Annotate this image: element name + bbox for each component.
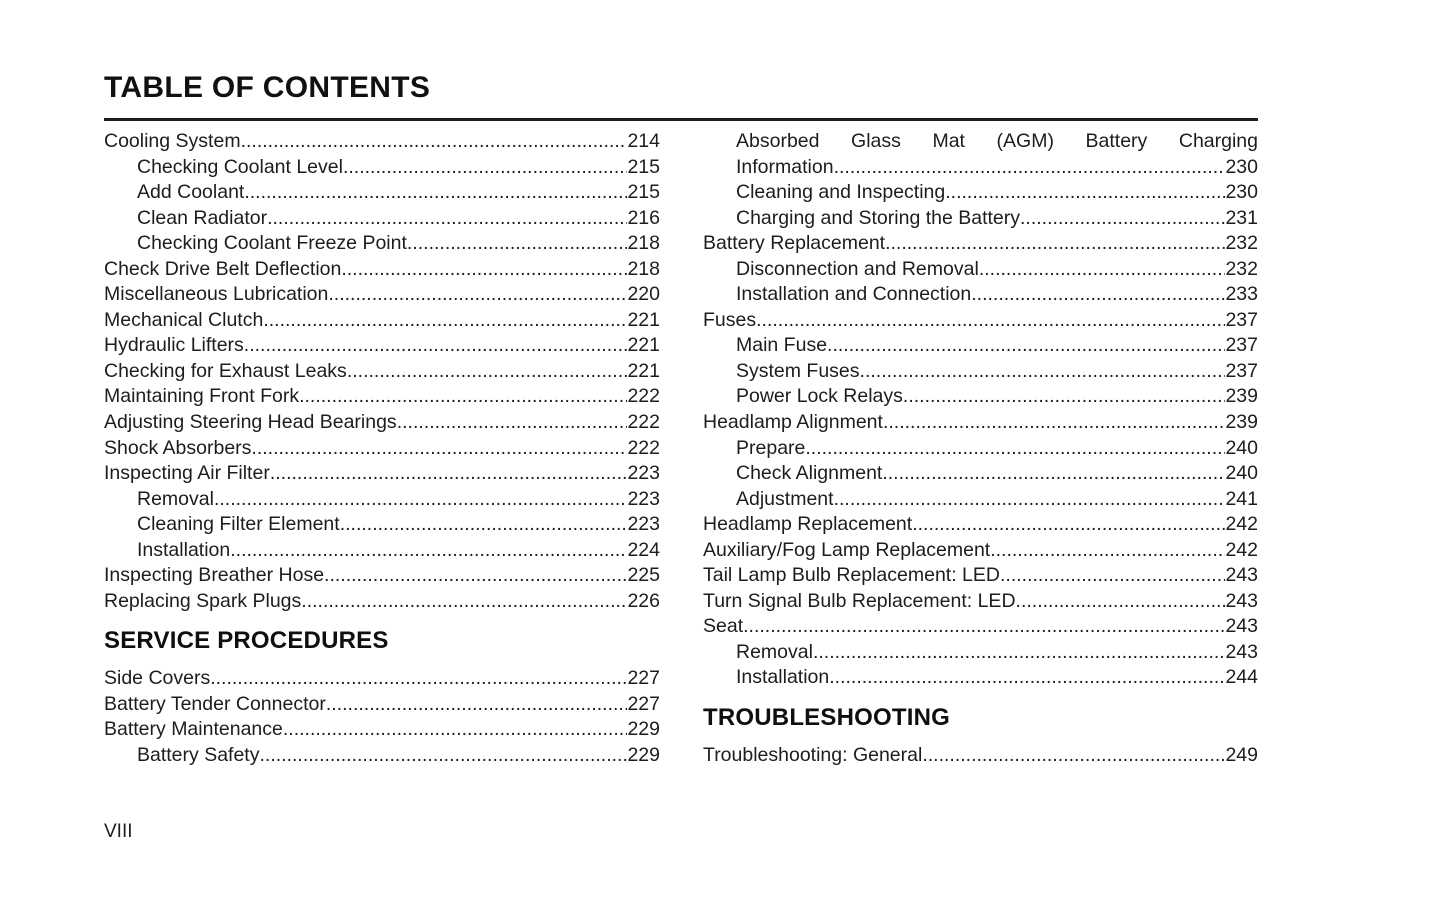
toc-entry-page: 229 [627,744,660,767]
toc-entry [104,666,660,692]
toc-entry-word: Mat [932,130,965,152]
toc-entry-page: 249 [1225,744,1258,767]
toc-entry [104,257,660,283]
toc-entry-label: Battery Safety [137,744,260,767]
toc-entry-label: Installation [137,538,231,561]
toc-entry [703,665,1258,691]
toc-entry [104,129,660,155]
toc-entry-label: Add Coolant [137,181,245,204]
toc-entry-page: 232 [1225,257,1258,280]
dot-leader [805,436,1225,462]
toc-entry-page: 237 [1225,308,1258,331]
toc-entry [703,257,1258,283]
dot-leader [241,129,628,155]
dot-leader [882,461,1225,487]
title-divider-rule [104,118,1258,121]
dot-leader [885,231,1225,257]
dot-leader [407,231,628,257]
toc-entry-page: 221 [627,334,660,357]
toc-entry-label: Maintaining Front Fork [104,385,300,408]
toc-entry [703,384,1258,410]
toc-entry [703,487,1258,513]
dot-leader [270,461,628,487]
toc-entry-label: Checking Coolant Level [137,155,343,178]
toc-entry-label: Checking Coolant Freeze Point [137,232,407,255]
toc-entry-label: Inspecting Air Filter [104,462,270,485]
toc-entry [104,155,660,181]
toc-entry-wrapped-first-line [703,129,1258,155]
toc-entry-page: 224 [627,538,660,561]
toc-entry-label: Miscellaneous Lubrication [104,283,329,306]
toc-entry-label: Headlamp Alignment [703,411,883,434]
toc-entry-label: Adjustment [736,487,834,510]
toc-entry-label: Prepare [736,436,806,459]
toc-entry [703,614,1258,640]
toc-entry [703,282,1258,308]
dot-leader [860,359,1226,385]
toc-entry-page: 244 [1225,666,1258,689]
toc-entry-word: Charging [1178,130,1258,152]
toc-columns [104,129,1258,769]
toc-entry-label: Shock Absorbers [104,436,252,459]
toc-entry-label: Check Drive Belt Deflection [104,257,342,280]
toc-entry-label: Replacing Spark Plugs [104,589,302,612]
toc-entry-page: 243 [1225,564,1258,587]
dot-leader [244,180,627,206]
dot-leader [813,640,1226,666]
toc-entry-page: 221 [627,359,660,382]
toc-entry [703,410,1258,436]
toc-entry-page: 215 [627,155,660,178]
toc-entry-page: 230 [1225,155,1258,178]
toc-entry-label: Tail Lamp Bulb Replacement: LED [703,564,1000,587]
toc-entry [104,231,660,257]
toc-entry-label: Checking for Exhaust Leaks [104,359,347,382]
toc-entry [104,436,660,462]
dot-leader [343,155,627,181]
toc-entry-page: 220 [627,283,660,306]
toc-entry-page: 223 [627,487,660,510]
dot-leader [259,743,627,769]
toc-entry [104,717,660,743]
toc-entry [703,333,1258,359]
dot-leader [945,180,1225,206]
dot-leader [912,512,1225,538]
dot-leader [328,282,627,308]
dot-leader [903,384,1226,410]
toc-entry [104,589,660,615]
toc-entry-page: 232 [1225,232,1258,255]
toc-entry-label: Headlamp Replacement [703,513,913,536]
toc-entry-page: 216 [627,206,660,229]
toc-entry-page: 229 [627,718,660,741]
toc-entry [703,180,1258,206]
dot-leader [834,155,1226,181]
dot-leader [883,410,1226,436]
toc-entry-label: Adjusting Steering Head Bearings [104,411,397,434]
toc-column-left [104,129,660,769]
toc-entry-label: Information [736,155,834,178]
toc-entry [703,589,1258,615]
toc-entry-label: Cooling System [104,130,241,152]
toc-entry-label: Main Fuse [736,334,828,357]
toc-entry [104,359,660,385]
toc-entry-label: Cleaning and Inspecting [736,181,946,204]
toc-entry [703,512,1258,538]
dot-leader [210,666,627,692]
toc-entry [104,743,660,769]
dot-leader [1016,589,1226,615]
dot-leader [267,206,627,232]
toc-entry-page: 218 [627,232,660,255]
dot-leader [827,333,1225,359]
dot-leader [251,436,627,462]
toc-entry-page: 243 [1225,615,1258,638]
toc-entry-page: 223 [627,462,660,485]
toc-entry-label: Installation [736,666,830,689]
dot-leader [971,282,1225,308]
toc-entry-page: 231 [1225,206,1258,229]
toc-entry-label: Installation and Connection [736,283,972,306]
dot-leader [756,308,1225,334]
toc-entry [104,692,660,718]
toc-entry-page: 223 [627,513,660,536]
toc-entry-label: Removal [137,487,214,510]
toc-entry-label: Troubleshooting: General [703,744,923,767]
toc-entry-label: Disconnection and Removal [736,257,979,280]
toc-entry-label: Removal [736,640,813,663]
toc-entry-label: Fuses [703,308,757,331]
dot-leader [326,692,628,718]
toc-entry-page: 227 [627,692,660,715]
toc-entry [703,359,1258,385]
toc-entry [703,206,1258,232]
toc-entry [703,461,1258,487]
dot-leader [244,333,628,359]
dot-leader [340,512,628,538]
dot-leader [922,743,1225,769]
toc-entry-page: 222 [627,411,660,434]
toc-entry-page: 243 [1225,589,1258,612]
toc-column-right [703,129,1258,769]
toc-entry-label: System Fuses [736,359,860,382]
toc-entry-page: 240 [1225,436,1258,459]
toc-entry-page: 233 [1225,283,1258,306]
dot-leader [397,410,628,436]
toc-entry-label: Hydraulic Lifters [104,334,244,357]
toc-entry [104,308,660,334]
dot-leader [230,538,627,564]
section-heading: SERVICE PROCEDURES [104,627,389,655]
toc-entry-word: (AGM) [996,130,1054,152]
dot-leader [214,487,628,513]
page-title: TABLE OF CONTENTS [104,71,431,104]
toc-entry [104,206,660,232]
dot-leader [263,308,627,334]
toc-entry-label: Side Covers [104,667,211,690]
toc-entry-label: Clean Radiator [137,206,268,229]
toc-entry-label: Mechanical Clutch [104,308,264,331]
dot-leader [299,384,627,410]
toc-entry-label: Seat [703,615,744,638]
dot-leader [1000,563,1225,589]
toc-entry-page: 237 [1225,334,1258,357]
toc-entry [104,461,660,487]
page-number-footer: VIII [104,821,133,842]
toc-entry-label: Auxiliary/Fog Lamp Replacement [703,538,991,561]
toc-entry-label: Cleaning Filter Element [137,513,340,536]
toc-entry-page: 218 [627,257,660,280]
toc-entry-word: Battery [1085,130,1148,152]
toc-entry [703,155,1258,181]
toc-entry-page: 215 [627,181,660,204]
toc-entry-page: 230 [1225,181,1258,204]
toc-entry-label: Inspecting Breather Hose [104,564,325,587]
toc-entry-label: Battery Tender Connector [104,692,326,715]
toc-entry-page: 214 [627,130,660,152]
dot-leader [341,257,627,283]
toc-entry-page: 221 [627,308,660,331]
toc-entry [703,640,1258,666]
toc-entry-page: 225 [627,564,660,587]
toc-entry [703,436,1258,462]
toc-entry [703,538,1258,564]
toc-entry-page: 243 [1225,640,1258,663]
toc-entry-label: Power Lock Relays [736,385,903,408]
toc-entry [703,743,1258,769]
toc-entry-label: Charging and Storing the Battery [736,206,1021,229]
toc-entry [703,563,1258,589]
toc-entry-page: 242 [1225,538,1258,561]
toc-entry-page: 227 [627,667,660,690]
dot-leader [979,257,1226,283]
dot-leader [324,563,627,589]
dot-leader [829,665,1225,691]
toc-entry-page: 237 [1225,359,1258,382]
toc-entry [104,563,660,589]
toc-entry-label: Battery Replacement [703,232,886,255]
toc-entry-page: 222 [627,385,660,408]
dot-leader [743,614,1225,640]
toc-entry [104,487,660,513]
toc-entry [104,180,660,206]
toc-entry-page: 240 [1225,462,1258,485]
toc-entry-label: Battery Maintenance [104,718,283,741]
section-heading: TROUBLESHOOTING [703,704,950,732]
toc-entry [104,333,660,359]
toc-entry-label: Turn Signal Bulb Replacement: LED [703,589,1016,612]
dot-leader [834,487,1226,513]
toc-entry-page: 242 [1225,513,1258,536]
toc-entry-page: 239 [1225,411,1258,434]
toc-entry-page: 222 [627,436,660,459]
toc-entry [104,282,660,308]
toc-entry [703,308,1258,334]
dot-leader [990,538,1225,564]
toc-entry [104,410,660,436]
dot-leader [283,717,628,743]
toc-entry-word: Absorbed [736,130,820,152]
dot-leader [1020,206,1225,232]
toc-entry-page: 239 [1225,385,1258,408]
toc-entry [104,384,660,410]
dot-leader [301,589,627,615]
toc-entry [104,538,660,564]
toc-entry-word: Glass [851,130,901,152]
toc-entry [703,231,1258,257]
toc-entry [104,512,660,538]
toc-entry-page: 241 [1225,487,1258,510]
toc-entry-label: Check Alignment [736,462,883,485]
toc-entry-page: 226 [627,589,660,612]
dot-leader [347,359,628,385]
